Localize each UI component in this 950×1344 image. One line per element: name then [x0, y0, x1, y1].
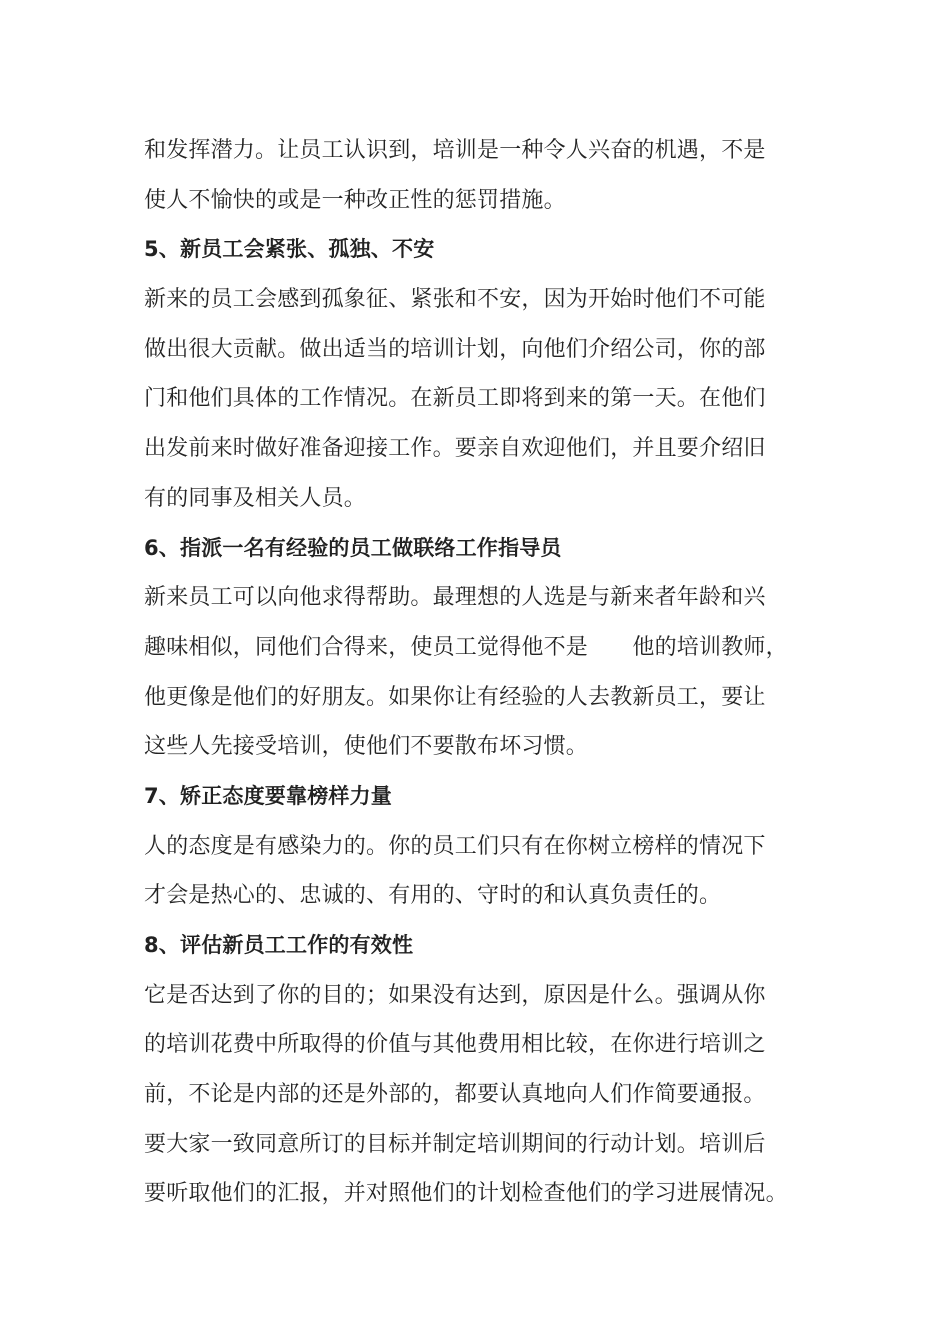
document-body: [144, 126, 824, 1219]
paragraph-line: 前，不论是内部的还是外部的，都要认真地向人们作简要通报。: [144, 1082, 766, 1108]
paragraph-line: 有的同事及相关人员。: [144, 485, 367, 511]
paragraph-line: 做出很大贡献。做出适当的培训计划，向他们介绍公司，你的部: [144, 336, 766, 362]
paragraph-line: 他更像是他们的好朋友。如果你让有经验的人去教新员工，要让: [144, 684, 766, 710]
paragraph-line: 新来员工可以向他求得帮助。最理想的人选是与新来者年龄和兴: [144, 585, 766, 611]
paragraph-line: 新来的员工会感到孤象征、紧张和不安，因为开始时他们不可能: [144, 287, 766, 313]
paragraph-line: 才会是热心的、忠诚的、有用的、守时的和认真负责任的。: [144, 883, 722, 909]
paragraph-line: 和发挥潜力。让员工认识到，培训是一种令人兴奋的机遇，不是: [144, 138, 766, 163]
section-heading: 7、矫正态度要靠榜样力量: [144, 783, 393, 808]
paragraph-line: 使人不愉快的或是一种改正性的惩罚措施。: [144, 187, 566, 213]
paragraph-line: 这些人先接受培训，使他们不要散布坏习惯。: [144, 734, 589, 760]
paragraph-line: 出发前来时做好准备迎接工作。要亲自欢迎他们，并且要介绍旧: [144, 436, 766, 462]
paragraph-line: 门和他们具体的工作情况。在新员工即将到来的第一天。在他们: [144, 386, 766, 412]
paragraph-line: 要听取他们的汇报，并对照他们的计划检查他们的学习进展情况。: [144, 1181, 788, 1207]
paragraph-line: 要大家一致同意所订的目标并制定培训期间的行动计划。培训后: [144, 1131, 766, 1157]
paragraph-line: 它是否达到了你的目的；如果没有达到，原因是什么。强调从你: [144, 982, 766, 1008]
paragraph-line: 的培训花费中所取得的价值与其他费用相比较，在你进行培训之: [144, 1032, 766, 1058]
paragraph-line: 人的态度是有感染力的。你的员工们只有在你树立榜样的情况下: [144, 833, 766, 859]
paragraph-line: 趣味相似，同他们合得来，使员工觉得他不是 他的培训教师，: [144, 634, 788, 660]
section-heading: 5、新员工会紧张、孤独、不安: [144, 237, 435, 262]
section-heading: 8、评估新员工工作的有效性: [144, 933, 414, 957]
section-heading: 6、指派一名有经验的员工做联络工作指导员: [144, 535, 562, 560]
